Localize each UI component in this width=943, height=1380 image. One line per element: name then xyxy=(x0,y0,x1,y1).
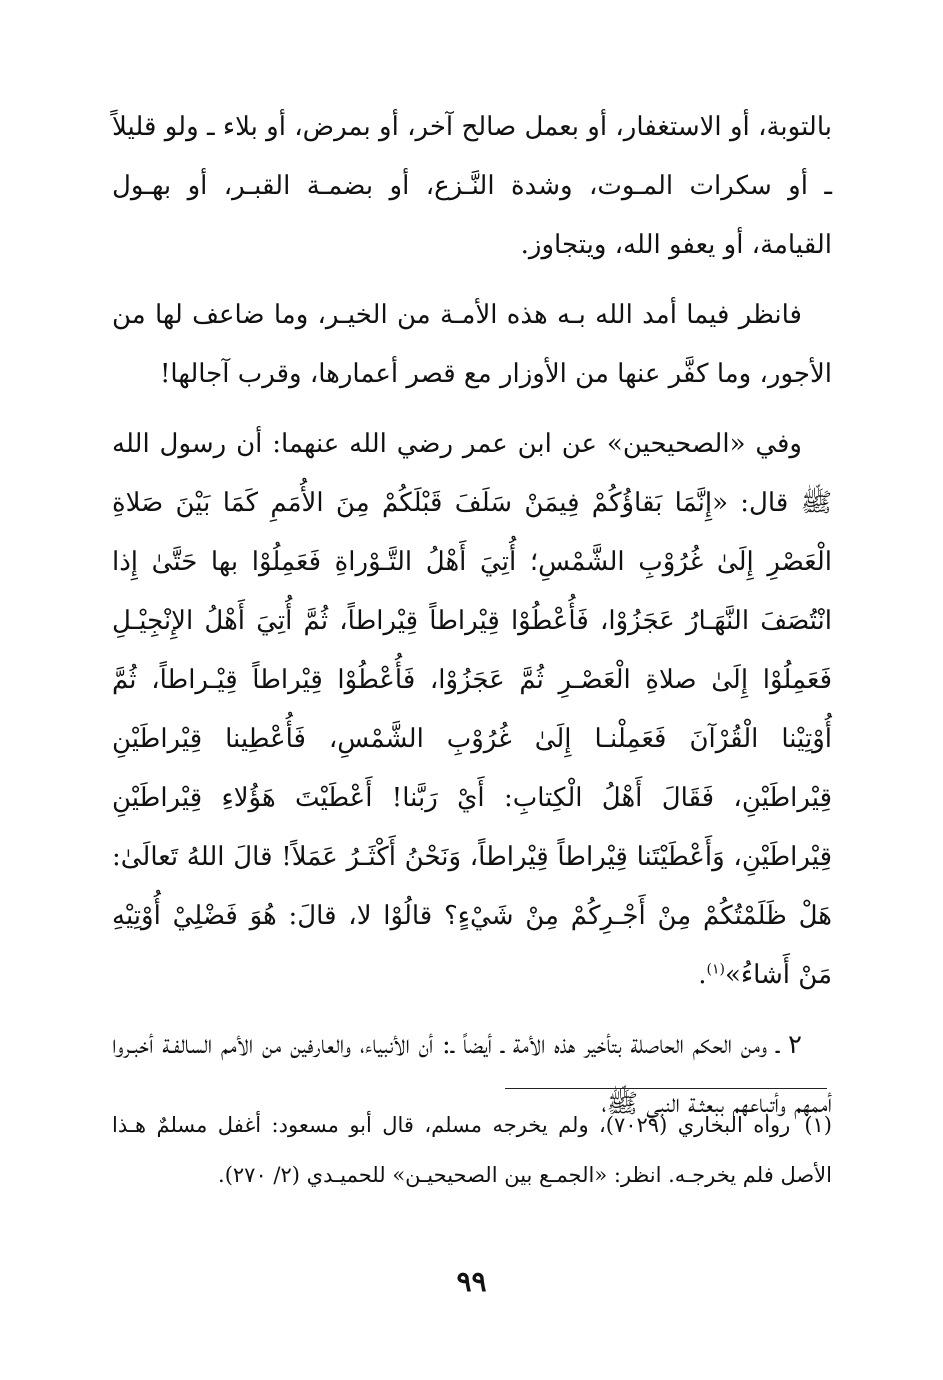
paragraph-2: فانظر فيما أمد الله بـه هذه الأمـة من الخيـر، وما ضاعف لها من الأجور، وما كفَّر عنها من الأوزار مع قصر أعمارها، وقرب آجالها! xyxy=(112,300,832,389)
paragraph-3-end: . xyxy=(698,960,707,990)
footnote-1 xyxy=(112,1100,832,1200)
footnote-text: رواه البخاري (٧٠٢٩)، ولم يخرجه مسلم، قال أبو مسعود: أغفل مسلمٌ هـذا الأصل فلم يخرجـه. انظر: «الجمـع بين الصحيحيـن» للحميـدي (٢/ ٢٧٠). xyxy=(112,1113,832,1187)
page-number: ٩٩ xyxy=(456,1265,487,1298)
paragraph-4: ٢ ـ ومن الحكم الحاصلة بتأخير هذه الأمة ـ أيضاً ـ: أن الأنبياء، والعارفين من الأمم السالفـة أخبـروا أممهم وأتباعهم ببعثـة النبي ﷺ، xyxy=(112,1030,832,1119)
hadith-text: وفي «الصحيحين» عن ابن عمر رضي الله عنهما: أن رسول الله ﷺ قال: «إِنَّمَا بَقاؤُكُمْ فِيمَنْ سَلَفَ قَبْلَكُمْ مِنَ الأُمَمِ كَمَا بَيْنَ صَلاةِ الْعَصْرِ إِلَىٰ غُرُوْبِ الشَّمْسِ؛ أُتِيَ أَهْلُ التَّـوْراةِ فَعَمِلُوْا بها حَتَّىٰ إِذا انْتُصَفَ النَّهَـارُ عَجَزُوْا، فَأُعْطُوْا قِيْراطاً قِيْراطاً، ثُمَّ أُتِيَ أَهْلُ الإِنْجِيْـلِ فَعَمِلُوْا إِلَىٰ صلاةِ الْعَصْـرِ ثُمَّ عَجَزُوْا، فَأُعْطُوْا قِيْراطاً قِيْـراطاً، ثُمَّ أُوْتِيْنا الْقُرْآنَ فَعَمِلْنـا إِلَىٰ غُرُوْبِ الشَّمْسِ، فَأُعْطِينا قِيْراطَيْنِ قِيْراطَيْنِ، فَقَالَ أَهْلُ الْكِتابِ: أَيْ رَبَّنا! أَعْطَيْتَ هَؤُلاءِ قِيْراطَيْنِ قِيْراطَيْنِ، وَأَعْطَيْتَنا قِيْراطاً قِيْراطاً، وَنَحْنُ أَكْثَـرُ عَمَلاً! قالَ اللهُ تَعالَىٰ: هَلْ ظَلَمْتُكُمْ مِنْ أَجْـرِكُمْ مِنْ شَيْءٍ؟ قالُوْا لا، قالَ: هُوَ فَضْلِيْ أُوْتِيْهِ مَنْ أَشاءُ» xyxy=(112,429,833,990)
paragraph-3-hadith xyxy=(112,415,832,1005)
footnote-reference[interactable]: (١) xyxy=(706,961,725,978)
paragraph-1: بالتوبة، أو الاستغفار، أو بعمل صالح آخر، أو بمرض، أو بلاء ـ ولو قليلاً ـ أو سكرات المـوت، وشدة النَّـزع، أو بضمـة القبـر، أو بهـول القيامة، أو يعفو الله، ويتجاوز. xyxy=(112,112,832,260)
main-text-block xyxy=(112,98,832,1145)
footnotes-section xyxy=(112,1100,832,1200)
footnote-number: (١) xyxy=(804,1113,832,1137)
footnote-divider xyxy=(505,1088,827,1089)
